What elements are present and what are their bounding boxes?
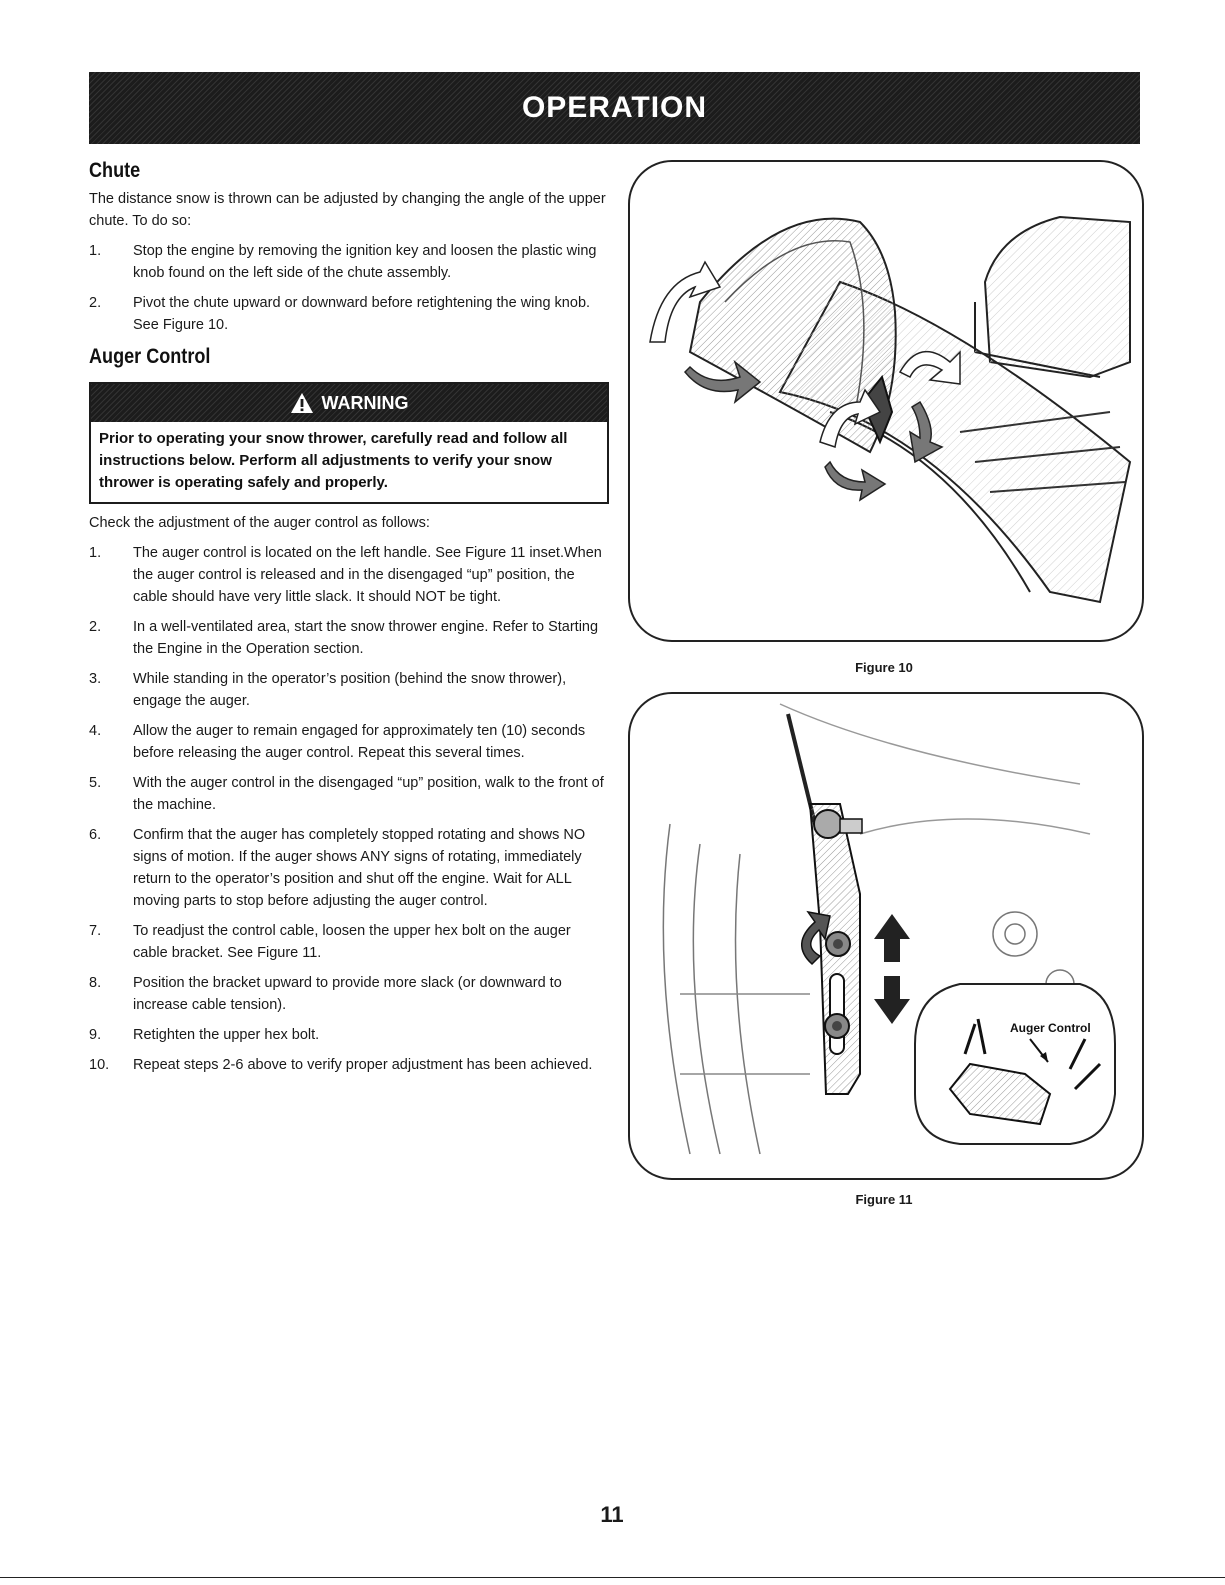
section-title: OPERATION xyxy=(521,91,708,124)
auger-intro: Check the adjustment of the auger control as follows: xyxy=(89,515,430,531)
warning-header xyxy=(91,384,607,422)
inset-label: Auger Control xyxy=(1010,1021,1091,1035)
left-column xyxy=(89,160,609,1084)
list-item: 2. In a well-ventilated area, start the snow thrower engine. Refer to Starting the Engine in the Operation section. xyxy=(89,619,599,657)
figure-10 xyxy=(628,160,1144,642)
list-item: 8. Position the bracket upward to provide more slack (or downward to increase cable tension). xyxy=(89,975,562,1013)
list-item: 5. With the auger control in the disengaged “up” position, walk to the front of the machine. xyxy=(89,775,604,813)
list-item: 1. Stop the engine by removing the ignition key and loosen the plastic wing knob found on the left side of the chute assembly. xyxy=(89,243,597,281)
chute-illustration xyxy=(630,162,1142,640)
page-bottom-rule xyxy=(0,1577,1225,1578)
auger-heading: Auger Control xyxy=(89,345,211,368)
list-item: 7. To readjust the control cable, loosen the upper hex bolt on the auger cable bracket. See Figure 11. xyxy=(89,923,571,961)
list-item: 1. The auger control is located on the left handle. See Figure 11 inset.When the auger control is released and in the disengaged “up” position, the cable should have very little slack. It should NOT be tight. xyxy=(89,545,602,605)
section-banner xyxy=(89,72,1140,144)
page-number: 11 xyxy=(600,1502,624,1527)
list-item: 9. Retighten the upper hex bolt. xyxy=(89,1027,320,1043)
chute-steps xyxy=(89,240,609,336)
auger-steps xyxy=(89,542,609,1076)
chute-intro: The distance snow is thrown can be adjusted by changing the angle of the upper chute. To do so: xyxy=(89,191,606,229)
figure-11-caption: Figure 11 xyxy=(855,1192,913,1207)
list-item: 3. While standing in the operator’s position (behind the snow thrower), engage the auger. xyxy=(89,671,567,709)
warning-text: Prior to operating your snow thrower, carefully read and follow all instructions below. Perform all adjustments to verify your snow thrower is operating safely and properly. xyxy=(99,430,568,491)
list-item: 4. Allow the auger to remain engaged for approximately ten (10) seconds before releasing the auger control. Repeat this several times. xyxy=(89,723,586,761)
figure-11 xyxy=(628,692,1144,1180)
warning-title: WARNING xyxy=(321,393,409,413)
list-item: 10. Repeat steps 2-6 above to verify proper adjustment has been achieved. xyxy=(89,1057,593,1073)
figure-10-caption: Figure 10 xyxy=(855,660,913,675)
chute-heading: Chute xyxy=(89,159,141,182)
list-item: 2. Pivot the chute upward or downward before retightening the wing knob. See Figure 10. xyxy=(89,295,591,333)
warning-triangle-icon xyxy=(290,392,314,414)
warning-box xyxy=(89,382,609,504)
list-item: 6. Confirm that the auger has completely stopped rotating and shows NO signs of motion. If the auger shows ANY signs of rotating, immediately return to the operator’s position and shut off the engine. Wait for ALL moving parts to stop before adjusting the auger control. xyxy=(89,827,586,909)
auger-bracket-illustration xyxy=(630,694,1142,1178)
